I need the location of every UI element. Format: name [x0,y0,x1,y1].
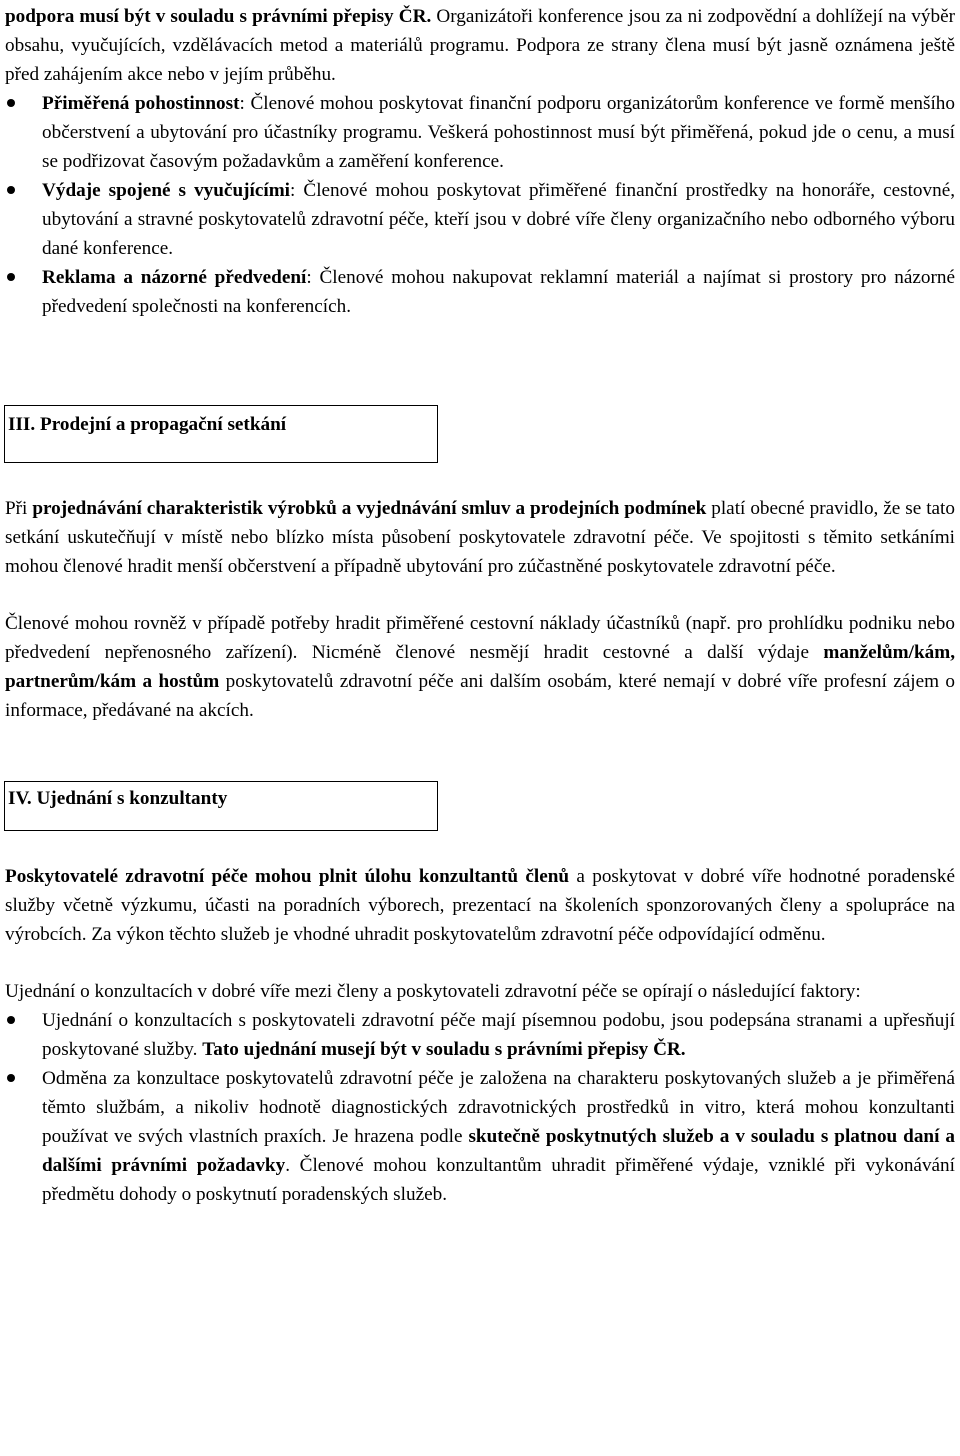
list-item [5,263,955,321]
list-item [5,1064,955,1209]
list-item-text: Ujednání o konzultacích s poskytovateli zdravotní péče mají písemnou podobu, jsou podepsána stranami a upřesňují poskytované služby. [42,1010,955,1060]
text: poskytovatelů zdravotní péče ani dalším osobám, které nemají v dobré víře profesní zájem o informace, předávané na akcích. [5,671,955,721]
section-3-heading: III. Prodejní a propagační setkání [4,405,438,463]
text: a poskytovat v dobré víře hodnotné poradenské služby včetně výzkumu, účasti na poradních výborech, prezentací na školeních sponzorovaných členy a spolupráce na výrobcích. Za výkon těchto služeb je vhodné uhradit poskytovatelům zdravotní péče odpovídající odměnu. [5,866,955,945]
list-item-text: : Členové mohou poskytovat finanční podporu organizátorům konference ve formě menšího občerstvení a ubytování pro účastníky programu. Veškerá pohostinnost musí být přiměřená, pokud jde o cenu, a musí se podřizovat časovým požadavkům a zaměření konference. [42,93,955,172]
emphasis: skutečně poskytnutých služeb a v souladu s platnou daní a dalšími právními požadavky [42,1126,955,1176]
section-4-paragraph-1 [5,862,955,949]
list-item-title: Přiměřená pohostinnost [42,93,240,114]
text: Členové mohou rovněž v případě potřeby hradit přiměřené cestovní náklady účastníků (např. pro prohlídku podniku nebo předvedení nepřenosného zařízení). Nicméně členové nesmějí hradit cestovné a další výdaje [5,613,955,663]
intro-bold: podpora musí být v souladu s právními přepisy ČR. [5,6,432,27]
bullet-icon [7,99,15,107]
list-item-title: Reklama a názorné předvedení [42,267,307,288]
list-item-text: : Členové mohou poskytovat přiměřené finanční prostředky na honoráře, cestovné, ubytování a stravné poskytovatelů zdravotní péče, kteří jsou v dobré víře členy organizačního nebo odborného výboru dané konference. [42,180,956,259]
bullet-icon [7,1074,15,1082]
list-item [5,1006,955,1064]
emphasis: Poskytovatelé zdravotní péče mohou plnit úlohu konzultantů členů [5,866,570,887]
section-4-heading: IV. Ujednání s konzultanty [4,781,438,831]
conference-support-list [5,89,955,321]
list-item-text: : Členové mohou nakupovat reklamní materiál a najímat si prostory pro názorné předvedení společnosti na konferencích. [42,267,955,317]
list-item-title: Výdaje spojené s vyučujícími [42,180,291,201]
section-3-paragraph-1 [5,494,955,581]
list-item-text: . Členové mohou konzultantům uhradit přiměřené výdaje, vzniklé při vykonávání předmětu dohody o poskytnutí poradenských služeb. [42,1155,955,1205]
text: platí obecné pravidlo, že se tato setkání uskutečňují v místě nebo blízko místa působení poskytovatele zdravotní péče. Ve spojitosti s těmito setkáními mohou členové hradit menší občerstvení a případně ubytování pro zúčastněné poskytovatele zdravotní péče. [5,498,955,577]
bullet-icon [7,186,15,194]
document-page [5,2,955,1209]
bullet-icon [7,273,15,281]
emphasis: projednávání charakteristik výrobků a vyjednávání smluv a prodejních podmínek [32,498,707,519]
list-item [5,89,955,176]
list-item-text: Odměna za konzultace poskytovatelů zdravotní péče je založena na charakteru poskytovaných služeb a je přiměřená těmto službám, a nikoliv hodnotě diagnostických zdravotnických prostředků in vitro, která mohou konzultanti používat ve svých vlastních praxích. Je hrazena podle [42,1068,955,1147]
section-4-paragraph-2: Ujednání o konzultacích v dobré víře mezi členy a poskytovateli zdravotní péče se opírají o následující faktory: [5,981,861,1002]
text: Při [5,498,33,519]
consulting-factors-list [5,1006,955,1209]
emphasis: Tato ujednání musejí být v souladu s právními přepisy ČR. [202,1039,686,1060]
list-item [5,176,955,263]
bullet-icon [7,1016,15,1024]
emphasis: manželům/kám, partnerům/kám a hostům [5,642,955,692]
section-3-paragraph-2 [5,609,955,725]
intro-paragraph [5,2,955,89]
intro-text: Organizátoři konference jsou za ni zodpovědní a dohlížejí na výběr obsahu, vyučujících, vzdělávacích metod a materiálů programu. Podpora ze strany člena musí být jasně oznámena ještě před zahájením akce nebo v jejím průběhu. [5,6,955,85]
